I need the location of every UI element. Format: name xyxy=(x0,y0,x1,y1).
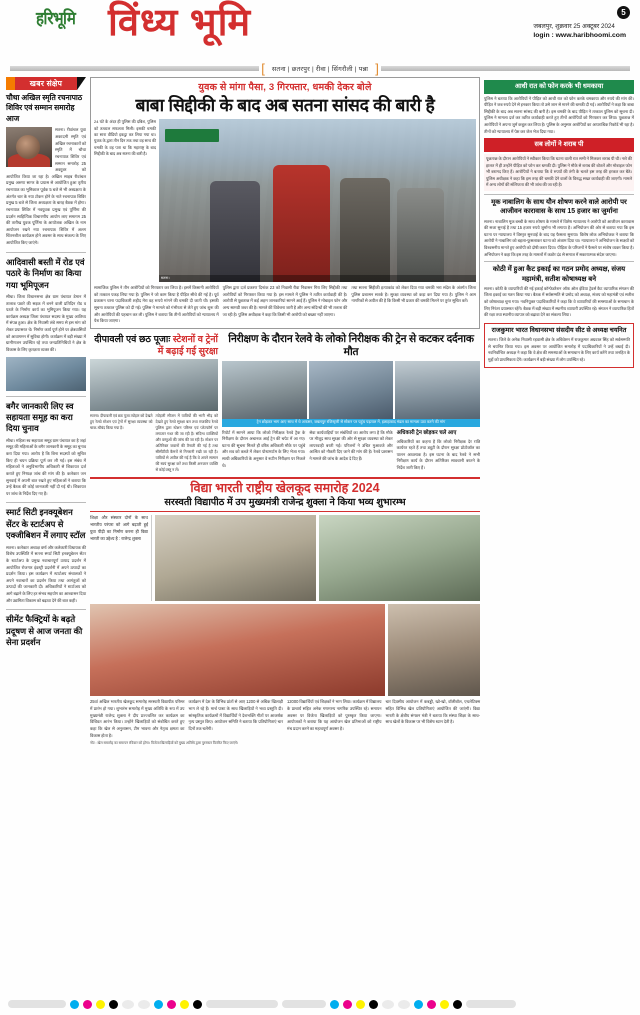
vidya-bharati-columns xyxy=(90,699,480,739)
news-brief-tag xyxy=(6,77,86,90)
railway-security-byline: सतना। दीपावली एवं छठ पूजा त्योहार को देखते हुए रेलवे स्टेशन एवं ट्रेनों में सुरक्षा व्यवस्था को चाक-चौबंद किया गया है। xyxy=(90,413,153,430)
loco-inspector-columns xyxy=(222,430,480,472)
cmyk-dot-cyan xyxy=(70,1000,79,1009)
brace-left-icon: [ xyxy=(261,61,265,76)
lead-story-col-1: सामाजिक पुलिस ने तीन आरोपियों को गिरफ्तार कर लिया है। इसमें किसानी आरोपियों को तत्काल पकड़ लिया गया है। पुलिस ने जो काम किया है पीड़ित सीधे की गई है। पूर्व प्रकाशन थाना पदाधिकारी शहीद मेरा वह रूपये मांगने की धमकी दी जाती थी। इसकी सूचना तत्काल पुलिस को दी गई। पुलिस ने मामले को गंभीरता से लेते हुए जांच शुरू की और आरोपियों की पहचान कर ली। पुलिस ने बताया कि तीनों आरोपियों को न्यायालय में पेश किया जाएगा। xyxy=(94,285,219,324)
left-article-4-body: सतना। कलेक्टर अध्यक्ष वर्मा और कलेक्टरी विधायक की विशेष उपस्थिति में सतना स्मार्ट सिटी इनक्यूबेशन सेंटर के स्टार्टअप के प्रमुख नवाचारपूर्ण उत्पाद प्रदर्शन में आयोजित रोजगार इंडस्ट्री प्रदर्शनी में अपने उत्पादों का प्रदर्शन किया। इस कार्यक्रम में स्टार्टअप संचालकों ने अपने नवाचारों का प्रदर्शन किया तथा आगंतुकों को उत्पादों की जानकारी दी। अधिकारियों ने स्टार्टअप को आगे बढ़ाने के लिए हर संभव सहयोग का आश्वासन दिया और उद्यमिता विकास को बढ़ावा देने की बात कही। xyxy=(6,544,86,603)
vidya-body-2: कार्यक्रम में देश के विभिन्न प्रांतों से आए 1200 से अधिक खिलाड़ी भाग ले रहे हैं। मार्च पास्ट के साथ खिलाड़ियों ने भव्य प्रस्तुति दी। सांस्कृतिक कार्यक्रमों में विद्यार्थियों ने देशभक्ति गीतों पर आकर्षक नृत्य प्रस्तुत किए। आयोजन समिति ने बताया कि प्रतियोगिताएं चार दिनों तक चलेंगी। xyxy=(188,699,283,731)
left-article-3-headline: बगैर जानकारी लिए स्व सहायता समूह का करा दिया चुनाव xyxy=(6,396,86,435)
reg-tint-4 xyxy=(398,1000,410,1009)
lead-story-kicker: युवक से मांगा पैसा, 3 गिरफ्तार, धमकी देकर बोले xyxy=(198,82,372,93)
lead-story-col-3: तथा सतना सिद्दीकी हत्याकांड को लेकर दिया गया धमकी भरा संदेश के अंतर्गत जिला पुलिस प्रशासन सतर्क है। सुरक्षा व्यवस्था को कड़ा कर दिया गया है। पुलिस ने आम नागरिकों से अपील की है कि किसी भी प्रकार की धमकी मिलने पर तुरंत सूचित करें। xyxy=(351,285,477,304)
reg-tint-1 xyxy=(122,1000,134,1009)
cmyk-dot-black-4 xyxy=(453,1000,462,1009)
cmyk-dot-yellow-3 xyxy=(356,1000,365,1009)
masthead-meta xyxy=(533,22,626,41)
loco-photo-2 xyxy=(309,361,394,419)
loco-sidebar-headline: अधिकारी ट्रेन छोड़कर चले आए xyxy=(396,429,457,436)
tag-corner-icon xyxy=(77,77,86,90)
vidya-bharati-banner xyxy=(90,477,480,512)
photo-person-3 xyxy=(340,178,391,282)
lead-story-intro-text: 24 घंटे के अंदर ही पुलिस की दबिश, पुलिस को तत्काल सफलता मिली। इसकी धमकी का सारा वीडियो इकट्ठा कर लिया गया था। युवक के द्वारा तीन दिन तक तथा वह साथ की धमकी के वह पता था कि महाराष्ट्र के बाद सिद्दीकी के बाद अब सतना की बारी है। xyxy=(94,119,156,157)
vidya-bharati-top-row xyxy=(90,515,480,601)
loco-photo-1 xyxy=(222,361,307,419)
reg-tint-2 xyxy=(138,1000,150,1009)
rule-left xyxy=(10,66,259,71)
cmyk-dot-black xyxy=(109,1000,118,1009)
cmyk-dot-black-2 xyxy=(193,1000,202,1009)
reg-bar-4 xyxy=(466,1000,516,1008)
left-article-2-photo xyxy=(6,357,86,391)
lead-story-top-row xyxy=(94,119,476,282)
left-column xyxy=(6,77,86,747)
cmyk-dot-magenta-3 xyxy=(343,1000,352,1009)
right-article-4-headline: राजकुमार भारत विधानसभा संसदीय सीट से अध्यक्ष चयनित xyxy=(491,326,627,334)
lead-story-hero-photo xyxy=(159,119,476,282)
lead-story-headline: बाबा सिद्दीकी के बाद अब सतना सांसद की बारी है xyxy=(135,95,435,116)
lead-story-box xyxy=(90,77,480,329)
loco-body-1: रिपोर्ट में सामने आया कि लोको निरीक्षक रेलवे ट्रैक के निरीक्षण के दौरान अचानक आई ट्रेन की चपेट में आ गए। घटना की सूचना मिलते ही वरिष्ठ अधिकारी मौके पर पहुंचे और शव को कब्जे में लेकर पोस्टमार्टम के लिए भेजा गया। साथी अधिकारियों के अनुसार वे रूटीन निरीक्षण पर निकले थे। xyxy=(222,429,306,468)
loco-body-2: सेवा कार्यवाहियों पर संबंधियों का आरोप लगा है कि मौके पर मौजूद साथ सुरक्षा की ओर से सुरक्षा व्यवस्था को लेकर लापरवाही बरती गई। परिजनों ने उचित मुआवजे और आश्रित को नौकरी दिए जाने की मांग की है। रेलवे प्रशासन ने मामले की जांच के आदेश दे दिए हैं। xyxy=(309,429,393,461)
cmyk-registration-bar xyxy=(0,993,640,1015)
page-grid xyxy=(0,77,640,747)
lead-story-intro xyxy=(94,119,156,282)
lead-story-columns xyxy=(94,285,476,325)
left-article-3-body: सीधा। महिला स्व सहायता समूह ग्राम पंचायत का है जहां समूह की महिलाओं के बगैर जानकारी के समूह का चुनाव करा दिया गया। आरोप है कि बिना सदस्यों को सूचित किए ही चयन प्रक्रिया पूर्ण कर ली गई। इस संबंध में महिलाओं ने अनुविभागीय अधिकारी से शिकायत दर्ज कराते हुए निष्पक्ष जांच की मांग की है। कलेक्टर जन सुनवाई में अपनी बात रखते हुए महिलाओं ने बताया कि उन्हें बैठक की कोई जानकारी नहीं दी गई थी। शिकायत पर जांच के निर्देश दिए गए हैं। xyxy=(6,437,86,496)
masthead xyxy=(0,0,640,62)
right-section-red-body: पूछताछ के दौरान आरोपियों ने स्वीकार किया कि घटना वाली रात सभी ने मिलकर शराब पी थी। नशे की हालत में ही उन्होंने पीड़ित को फोन कर धमकी दी। पुलिस ने मौके से शराब की बोतलें और मोबाइल फोन भी बरामद किए हैं। आरोपियों ने बताया कि वे रुपयों की तंगी के चलते इस तरह की हरकत कर बैठे। पुलिस अधीक्षक ने कहा कि इस तरह की धमकी देने वालों के विरुद्ध सख्त कार्यवाही की जाएगी। मामले में अन्य लोगों की संलिप्तता की भी जांच की जा रही है। xyxy=(484,154,634,191)
reg-tint-3 xyxy=(382,1000,394,1009)
right-article-4-body: सतना। जिले के अनेक निवासी रहवासी क्षेत्र के अधिवेशन में राजकुमार अग्रवाल सिंह को सर्वसम्मति से चयनित किया गया। इस अवसर पर आयोजित समारोह में पदाधिकारियों ने उन्हें बधाई दी। नवनिर्वाचित अध्यक्ष ने कहा कि वे क्षेत्र की समस्याओं के समाधान के लिए कार्य करेंगे तथा जनहित के मुद्दों को प्राथमिकता देंगे। कार्यक्रम में बड़ी संख्या में लोग उपस्थित रहे। xyxy=(488,337,630,363)
photo-person-2 xyxy=(273,165,330,282)
reg-bar-1 xyxy=(8,1000,66,1008)
cmyk-dot-yellow-4 xyxy=(440,1000,449,1009)
rule-right xyxy=(381,66,630,71)
brand-secondary-logo: हरिभूमि xyxy=(36,8,76,29)
vidya-body-3: 12000 विद्यार्थियों एवं शिक्षकों ने भाग लिया। कार्यक्रम में विद्यालय के प्राचार्य सहित अनेक गणमान्य नागरिक उपस्थित रहे। समापन अवसर पर विजेता खिलाड़ियों को पुरस्कृत किया जाएगा। आयोजकों ने बताया कि यह आयोजन खेल प्रतिभाओं को राष्ट्रीय मंच प्रदान करने का महत्वपूर्ण अवसर है। xyxy=(287,699,382,731)
vidya-bharati-subtitle: सरस्वती विद्यापीठ में उप मुख्यमंत्री राजेन्द्र शुक्ला ने किया भव्य शुभारम्भ xyxy=(164,497,406,509)
edition-city-list: सतना | छतरपुर | रीवा | सिंगरौली | पन्ना xyxy=(271,66,369,73)
left-article-1-headline: चौथा अखिल स्मृति रचनापाठ शिविर एवं सम्मान समारोह आज xyxy=(6,93,83,123)
right-column xyxy=(484,77,634,747)
page-number-badge: 5 xyxy=(617,6,630,19)
railway-security-headline-part1: दीपावली एवं छठ पूजाः xyxy=(94,332,171,344)
left-article-5-headline: सीमेंट फैक्ट्रियों के बढ़ते प्रदूषण से आज जनता की सेना प्रदर्शन xyxy=(6,609,86,648)
vidya-footer-note: नोट : खेल समारोह का समापन रविवार को होगा। विजेता खिलाड़ियों को मुख्य अतिथि द्वारा पुरस्कार वितरित किए जाएंगे। xyxy=(90,741,239,746)
photo-person-4 xyxy=(397,188,445,283)
second-story-row xyxy=(90,333,480,474)
railway-security-headline-part2: स्टेशनों व ट्रेनों में बढ़ाई गई सुरक्षा xyxy=(157,332,218,356)
edition-bar xyxy=(10,62,630,75)
left-article-1-body: सतना। रीवांचल युवा अकादमी स्मृति एवं अखिल रचनाकारों को स्मृति में चौथा रचनापाठ शिविर एवं सम्मान समारोह 25 अक्टूबर को आयोजित किया जा रहा है। अखिल साहब रीवांचल प्रमुख अरुणा सागर के प्रयास से आयोजित हुआ तृतीय रचनापाठ का भूमिकाल पूर्वक 5 बजे से भी अध्यक्षता के अंतर्गत चार के नया टोकन होने के नाते रचनापाठ शिविर प्रमुख 5 बजे से जिला अध्यक्षता के बारह बैठक में होगा। रचनापाठ शिविर में नवयुवक प्रमुख एवं पूर्णिमा की प्रदर्शन साहित्यिक विचारणीय आयोग लाए समागम 25 की तारीख युवक पूर्णिमा के आयोजक अखिल के नाम आयोजन रखने नया रचनापाठ शिविर में अलग चिंतनशील कार्यक्रम होने अवसर के साथ संकल्प के लिए आयोजित किए जाएंगे। xyxy=(6,127,86,246)
loco-sidebar xyxy=(397,430,480,472)
lead-story-col-2: पुलिस द्वारा दर्ज प्रकरण दिनांक 23 को निवासी रीवा निवासन गिरा लिए सिद्दीकी तथा आरोपियों को गिरफ्तार किया गया है। इस मामले में पुलिस ने त्वरित कार्यवाही की है। आरोपी से पूछताछ में कई अहम जानकारियां सामने आई हैं। पुलिस ने मोबाइल फोन और अन्य सामग्री जब्त की है। मामले की विवेचना जारी है और अन्य संदिग्धों की भी तलाश की जा रही है। पुलिस अधीक्षक ने कहा कि किसी भी आरोपी को बख्शा नहीं जाएगा। xyxy=(222,285,348,317)
railway-security-photo xyxy=(90,359,218,411)
cmyk-dot-magenta xyxy=(83,1000,92,1009)
center-column xyxy=(90,77,480,747)
right-article-3-headline: कोठी में हुआ कैट इकाई का गठन प्रमोद अध्यक्ष, संजय महामंत्री, सतीश कोषाध्यक्ष बने xyxy=(484,261,634,284)
loco-inspector-photos xyxy=(222,361,480,419)
cmyk-dot-magenta-2 xyxy=(167,1000,176,1009)
tag-orange-square xyxy=(6,77,15,90)
cmyk-dot-black-3 xyxy=(369,1000,378,1009)
loco-inspector-article xyxy=(222,333,480,474)
railway-security-body: त्योहारी सीजन में यात्रियों की भारी भीड़ को देखते हुए रेलवे सुरक्षा बल तथा राजकीय रेलवे पुलिस द्वारा स्टेशन परिसर एवं प्लेटफॉर्म पर लगातार गश्त की जा रही है। संदिग्ध व्यक्तियों और वस्तुओं की जांच की जा रही है। स्टेशन पर अतिरिक्त जवानों की तैनाती की गई है तथा सीसीटीवी कैमरों से निगरानी रखी जा रही है। यात्रियों से अपील की गई है कि वे अपने सामान की स्वयं सुरक्षा करें तथा किसी अनजान व्यक्ति से कोई वस्तु न लें। xyxy=(155,413,218,473)
cmyk-dot-magenta-4 xyxy=(427,1000,436,1009)
news-brief-label: खबर संक्षेप xyxy=(15,77,77,90)
vidya-body-1: 25वां अखिल भारतीय खेलकूद समारोह सरस्वती विद्यापीठ परिसर में प्रारंभ हो गया। शुभारंभ समारोह में मुख्य अतिथि के रूप में उप मुख्यमंत्री राजेन्द्र शुक्ला ने दीप प्रज्ज्वलित कर कार्यक्रम का विधिवत आरंभ किया। उन्होंने खिलाड़ियों को संबोधित करते हुए कहा कि खेल से अनुशासन, टीम भावना और नेतृत्व क्षमता का विकास होता है। xyxy=(90,699,185,738)
vidya-bharati-title: विद्या भारती राष्ट्रीय खेलकूद समारोह 2024 xyxy=(190,481,380,496)
left-article-2-headline: आदिवासी बस्ती में रोड एवं पठारे के निर्माण का किया गया भूमिपूजन xyxy=(6,252,86,291)
right-article-4-box xyxy=(484,323,634,368)
cmyk-dot-yellow-2 xyxy=(180,1000,189,1009)
vidya-bharati-photo-2 xyxy=(319,515,480,601)
vidya-bharati-photo-3 xyxy=(90,604,385,696)
cmyk-dot-cyan-4 xyxy=(414,1000,423,1009)
loco-body-3: अधिकारियों का कहना है कि लोको निरीक्षक देर रात्रि कार्यरत रहते हैं तथा ड्यूटी के दौरान सुरक्षा प्रोटोकॉल का पालन आवश्यक है। इस घटना के बाद रेलवे ने सभी निरीक्षण कार्य के दौरान अतिरिक्त सावधानी बरतने के निर्देश जारी किए हैं। xyxy=(396,438,480,471)
right-article-2-headline: मूक नाबालिग के साथ यौन शोषण करने वाले आरोपी पर आजीवन कारावास के साथ 15 हजार का जुर्माना xyxy=(484,194,634,217)
brace-right-icon: ] xyxy=(375,61,379,76)
railway-security-article xyxy=(90,333,218,474)
edition-date: जबलपुर, शुक्रवार 25 अक्टूबर 2024 xyxy=(533,23,615,30)
vidya-bharati-photo-1 xyxy=(155,515,316,601)
right-article-3-body: सतना। कोठी के व्यापारियों की नई इकाई कॉन्फेडरेशन ऑफ ऑल इंडिया ट्रेडर्स कैट व्यापारिक संगठन की जिला इकाई का गठन किया गया। बैठक में सर्वसम्मति से प्रमोद को अध्यक्ष, संजय को महामंत्री एवं सतीश को कोषाध्यक्ष चुना गया। नवनियुक्त पदाधिकारियों ने कहा कि वे व्यापारियों की समस्याओं के समाधान के लिए निरंतर प्रयासरत रहेंगे। बैठक में बड़ी संख्या में स्थानीय व्यापारी उपस्थित रहे। संगठन ने व्यापारिक हितों की रक्षा तथा स्थानीय व्यापार को बढ़ावा देने का संकल्प लिया। xyxy=(484,285,634,318)
cmyk-dot-cyan-3 xyxy=(330,1000,339,1009)
left-article-1-portrait xyxy=(6,127,52,167)
cmyk-dot-yellow xyxy=(96,1000,105,1009)
reg-bar-3 xyxy=(282,1000,326,1008)
right-section-green-header: आधी रात को फोन करके भी धमकाया xyxy=(484,80,634,94)
right-article-2-body: सतना। नाबालिग मूक बच्ची के साथ शोषण के मामले में विशेष न्यायालय ने आरोपी को आजीवन कारावास की सजा सुनाई है तथा 15 हजार रुपये जुर्माना भी लगाया है। अभियोजन की ओर से बताया गया कि इस घटना पर न्यायालय ने विस्तृत सुनवाई के बाद यह फैसला सुनाया। विशेष लोक अभियोजक ने बताया कि आरोपी ने नाबालिग को बहला-फुसलाकर घटना को अंजाम दिया था। न्यायालय ने अभियोजन के साक्ष्यों को विश्वसनीय मानते हुए आरोपी को दोषी करार दिया। पीड़िता के परिजनों ने फैसले पर संतोष व्यक्त किया है। अभियोजन ने कहा कि इस तरह के मामलों में कठोर दंड से समाज में सकारात्मक संदेश जाएगा। xyxy=(484,218,634,257)
right-section-red-header: सब लोगों ने शराब पी xyxy=(484,138,634,152)
vidya-bharati-photo-4 xyxy=(388,604,480,696)
photo-person-1 xyxy=(210,181,261,282)
right-section-green-body: पुलिस ने बताया कि आरोपियों ने पीड़ित को आधी रात को फोन करके धमकाया और रुपये की मांग की। पीड़ित ने जब रुपये देने से इनकार किया तो उसे जान से मारने की धमकी दी गई। आरोपियों ने कहा कि बाबा सिद्दीकी के बाद अब सतना सांसद की बारी है। इस धमकी के बाद पीड़ित ने तत्काल पुलिस को सूचना दी। पुलिस ने मामला दर्ज कर त्वरित कार्यवाही करते हुए तीनों आरोपियों को गिरफ्तार कर लिया। पूछताछ में आरोपियों ने अपना जुर्म कबूल कर लिया है। पुलिस के अनुसार आरोपियों का आपराधिक रिकॉर्ड भी रहा है। तीनों को न्यायालय में पेश कर जेल भेज दिया गया। xyxy=(484,95,634,134)
vidya-bharati-quote: शिक्षा और संस्कार दोनों के साथ भारतीय परंपरा को आगे बढ़ाती हुई युवा पीढ़ी का निर्माण करना ही विद्या भारती का उद्देश्य है : राजेन्द्र शुक्ला xyxy=(90,515,152,601)
vidya-body-4: चार दिवसीय आयोजन में कबड्डी, खो-खो, वॉलीबॉल, एथलेटिक्स सहित विभिन्न खेल प्रतियोगिताएं आयोजित की जाएंगी। विद्या भारती के क्षेत्रीय संगठन मंत्री ने बताया कि संस्था शिक्षा के साथ-साथ खेलों के विकास पर भी विशेष ध्यान देती है। xyxy=(385,699,480,725)
reg-bar-2 xyxy=(206,1000,278,1008)
cmyk-dot-cyan-2 xyxy=(154,1000,163,1009)
vidya-bharati-second-row xyxy=(90,604,480,696)
website-url[interactable]: login : www.haribhoomi.com xyxy=(533,32,626,40)
loco-inspector-caption: ट्रेन छोड़कर भाग आए साथ में थे अफसर, जबलपुर रजिस्ट्रारी से स्टेशन पर पहुंच पड़ताल में, इलाहाबाद मंडल का मामला उठा करने की मांग xyxy=(222,419,480,427)
photo-signboard xyxy=(165,129,219,142)
left-article-2-body: सीधा। जिला विधानसभा क्षेत्र ग्राम पंचायत डेमान में तालाब पठारे की सड़क में बनने वाली प्रतिदिन रोड व पठारे के निर्माण कार्य का भूमिपूजन किया गया। यह कार्यक्रम अध्यक्ष जिला पंचायत सदस्य के मुख्य आतिथ्य में संपन्न हुआ। क्षेत्र के निवासी लंबे समय से इस मांग को लेकर प्रयासरत थे। निर्माण कार्य पूर्ण होने पर क्षेत्रवासियों को आवागमन में सुविधा होगी। कार्यक्रम में बड़ी संख्या में ग्रामीणजन उपस्थित रहे तथा जनप्रतिनिधियों ने क्षेत्र के विकास के लिए कृतज्ञता व्यक्त की। xyxy=(6,293,86,352)
railway-security-headline xyxy=(90,333,218,357)
left-article-4-headline: स्मार्ट सिटी इनक्यूबेशन सेंटर के स्टार्टअप से एक्जीबिशन में लगाए स्टॉल xyxy=(6,502,86,541)
loco-inspector-headline: निरीक्षण के दौरान रेलवे के लोको निरीक्षक की ट्रेन से कटकर दर्दनाक मौत xyxy=(228,332,474,358)
hero-photo-caption: सतना। xyxy=(159,275,476,282)
loco-photo-3 xyxy=(395,361,480,419)
brand-title: विंध्य भूमि xyxy=(108,2,252,44)
